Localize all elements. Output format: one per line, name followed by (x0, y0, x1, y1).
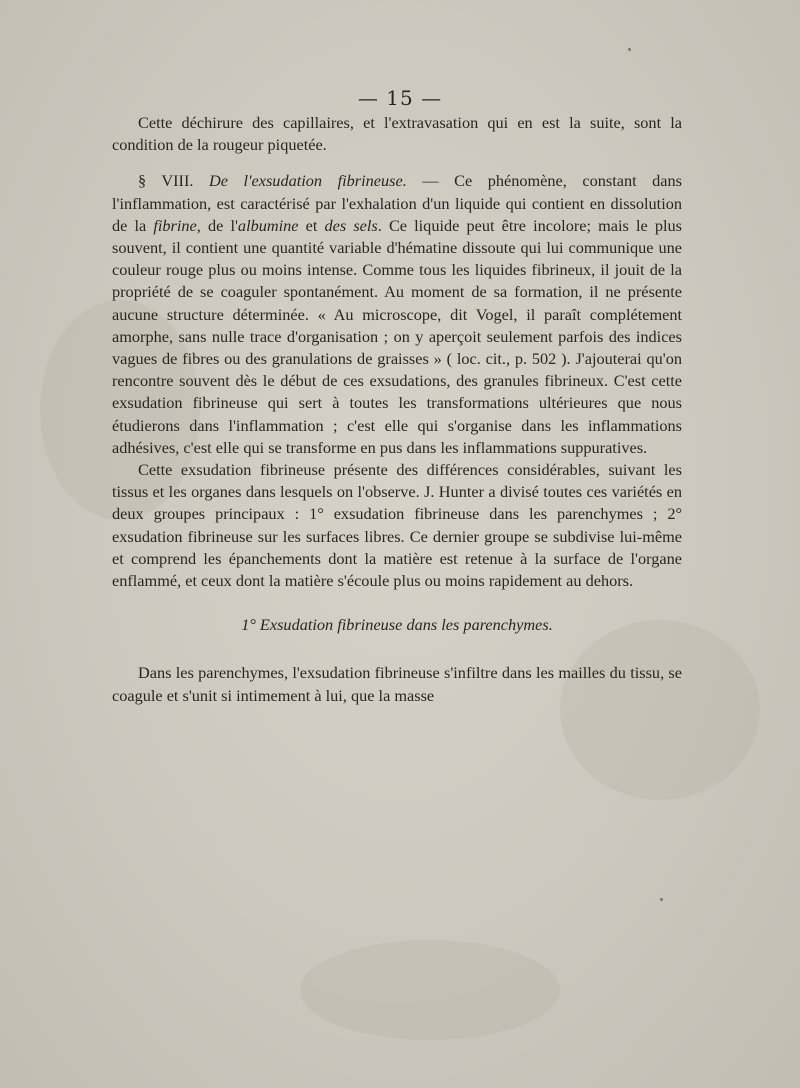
paragraph-text: et (298, 215, 325, 235)
paper-stain (300, 940, 560, 1040)
subsection-heading: 1° Exsudation fibrineuse dans les parenchymes. (241, 615, 553, 635)
emphasis-fibrine: fibrine (153, 215, 197, 235)
paragraph-differences: Cette exsudation fibrineuse présente des différences considérables, suivant les tissus et les organes dans lesquels on l'observe. J. Hunter a divisé toutes ces variétés en deux groupes principaux : 1° exsudation fibrineuse dans les parenchymes ; 2° exsudation fibrineuse sur les surfaces libres. Ce dernier groupe se subdivise lui-même et comprend les épanchements dont la matière est retenue à la surface de l'organe enflammé, et ceux dont la matière s'écoule plus ou moins rapidement au dehors. (112, 460, 682, 591)
paragraph-parenchymes: Dans les parenchymes, l'exsudation fibrineuse s'infiltre dans les mailles du tissu, se coagule et s'unit si intimement à lui, que la masse (112, 663, 682, 705)
paragraph-text: . Ce liquide peut être incolore; mais le plus souvent, il contient une quantité variable d'hématine dissoute qui lui communique une couleur rouge plus ou moins intense. Comme tous les liquides fibrineux, il jouit de la propriété de se coaguler spontanément. Au moment de sa formation, il ne présente aucune structure déterminée. « Au microscope, dit Vogel, il paraît complétement amorphe, sans nulle trace d'organisation ; on y aperçoit seulement parfois des indices vagues de fibres ou des granulations de graisses » ( loc. cit., p. 502 ). J'ajouterai qu'on rencontre souvent dès le début de ces exsudations, des granules fibrineux. C'est cette exsudation fibrineuse qui sert à toutes les transformations ultérieures que nous étudierons dans l'inflammation ; c'est elle qui s'organise dans les inflammations adhésives, c'est elle qui se transforme en pus dans les inflammations suppuratives. (112, 215, 682, 457)
paragraph-capillaires: Cette déchirure des capillaires, et l'extravasation qui en est la suite, sont la condition de la rougeur piquetée. (112, 113, 682, 155)
paper-speck (660, 898, 663, 901)
emphasis-sels: des sels (324, 215, 378, 235)
paragraph-text: — Ce phénomène, constant dans l'inflammation, est caractérisé par l'exhalation d'un liquide qui contient en dissolution de la (112, 171, 683, 235)
paper-speck (628, 48, 631, 51)
paragraph-exsudation (112, 170, 682, 459)
emphasis-albumine: albumine (237, 215, 299, 235)
section-label: § VIII. (138, 171, 194, 191)
section-title: De l'exsudation fibrineuse. (209, 171, 407, 191)
page-body (112, 112, 682, 707)
page-number: — 15 — (357, 86, 443, 110)
paragraph-text: , de l' (196, 215, 238, 235)
